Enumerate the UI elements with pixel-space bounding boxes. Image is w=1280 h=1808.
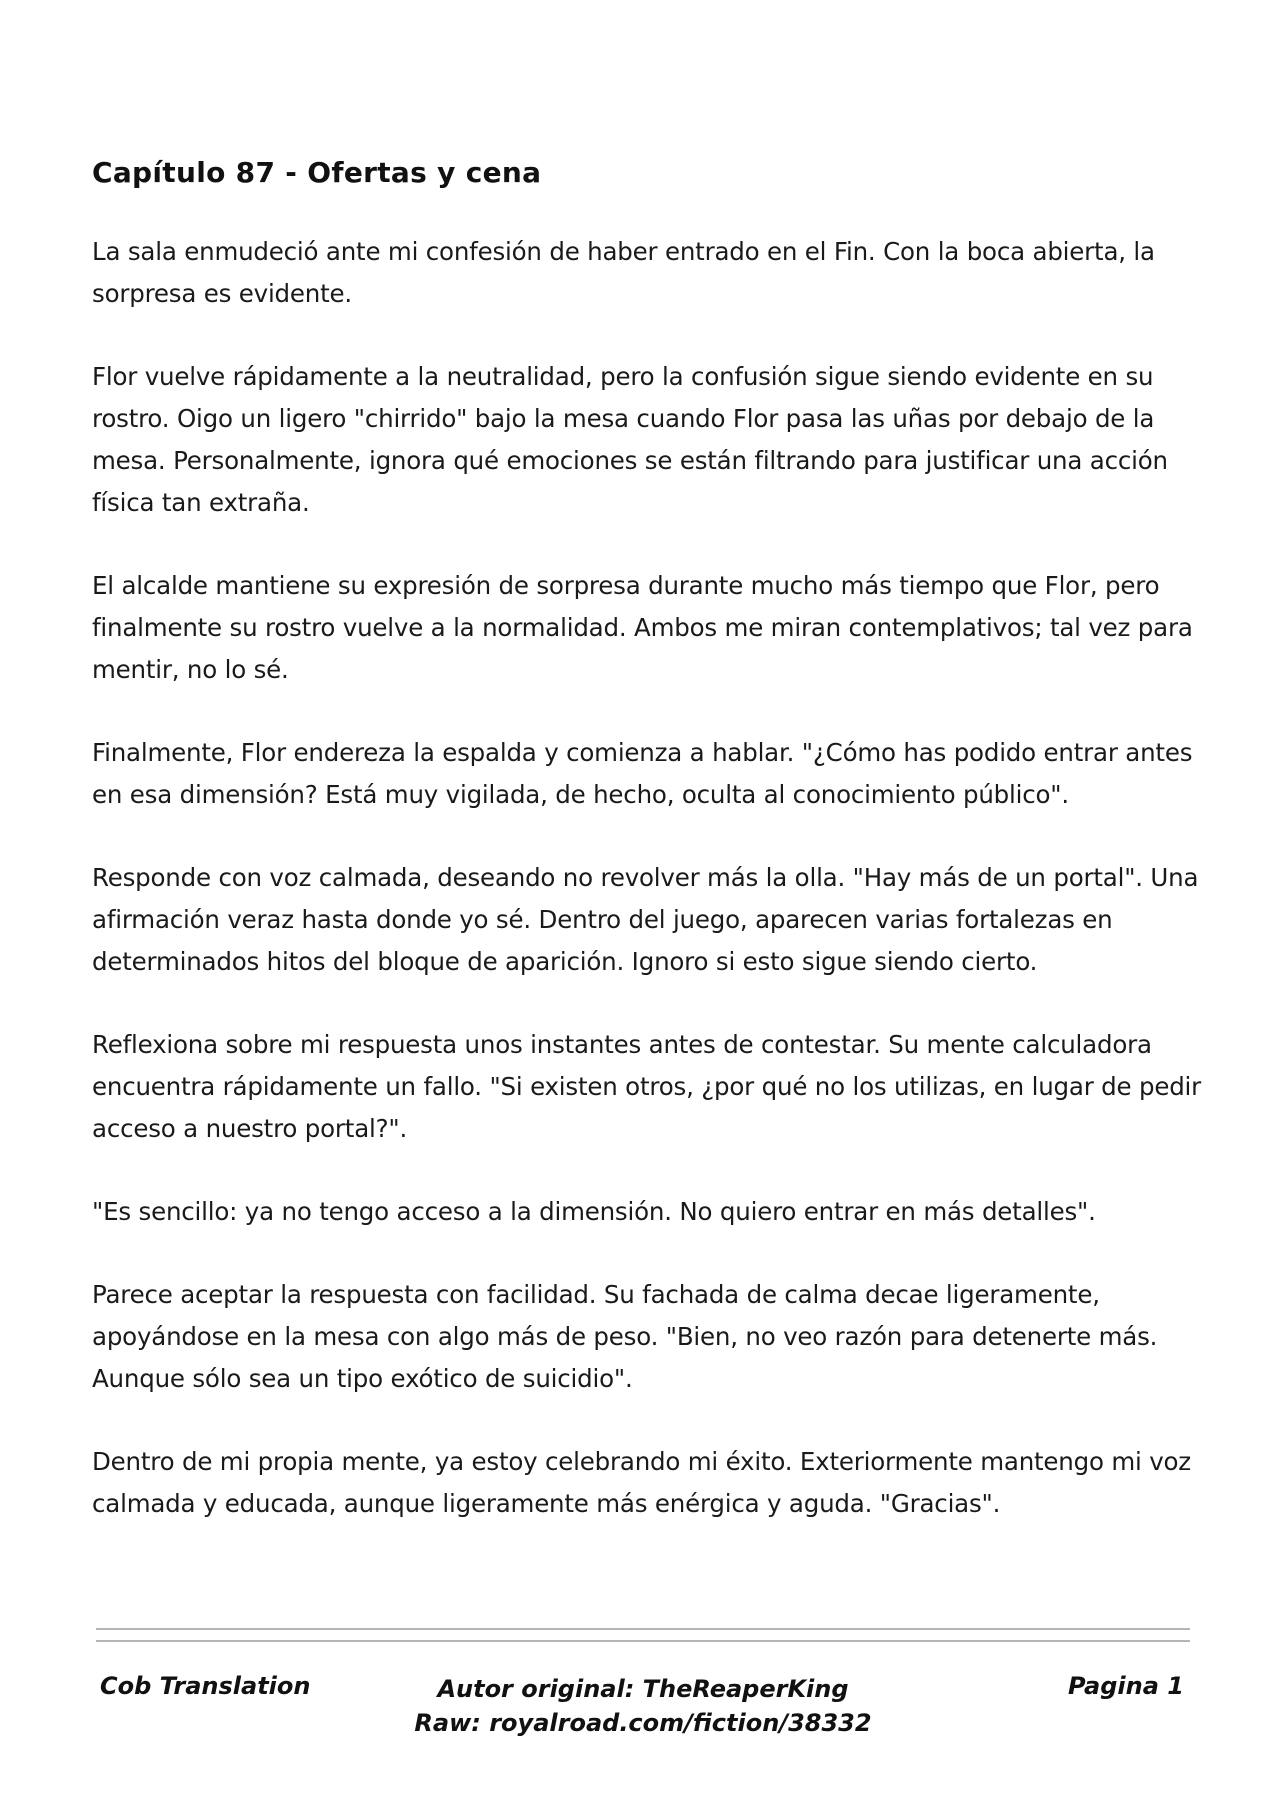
chapter-body — [92, 231, 1202, 1525]
footer-divider — [96, 1628, 1190, 1630]
paragraph: La sala enmudeció ante mi confesión de haber entrado en el Fin. Con la boca abierta, la sorpresa es evidente. — [92, 237, 1155, 308]
paragraph: Reflexiona sobre mi respuesta unos instantes antes de contestar. Su mente calculadora encuentra rápidamente un fallo. "Si existen otros, ¿por qué no los utilizas, en lugar de pedir acceso a nuestro portal?". — [92, 1030, 1202, 1143]
footer-source: Raw: royalroad.com/fiction/38332 — [414, 1709, 872, 1737]
paragraph: El alcalde mantiene su expresión de sorpresa durante mucho más tiempo que Flor, pero finalmente su rostro vuelve a la normalidad. Ambos me miran contemplativos; tal vez para mentir, no lo sé. — [92, 571, 1193, 684]
paragraph: Parece aceptar la respuesta con facilidad. Su fachada de calma decae ligeramente, apoyándose en la mesa con algo más de peso. "Bien, no veo razón para detenerte más. Aunque sólo sea un tipo exótico de suicidio". — [92, 1280, 1158, 1393]
footer-page-number: Pagina 1 — [1068, 1672, 1184, 1700]
footer-author: Autor original: TheReaperKing — [437, 1675, 849, 1703]
paragraph: "Es sencillo: ya no tengo acceso a la dimensión. No quiero entrar en más detalles". — [92, 1197, 1096, 1226]
page-footer — [96, 1672, 1190, 1752]
page-content — [92, 156, 1202, 1566]
footer-divider — [96, 1640, 1190, 1642]
chapter-title: Capítulo 87 - Ofertas y cena — [92, 156, 542, 189]
footer-translator: Cob Translation — [100, 1672, 311, 1700]
paragraph: Dentro de mi propia mente, ya estoy celebrando mi éxito. Exteriormente mantengo mi voz calmada y educada, aunque ligeramente más enérgica y aguda. "Gracias". — [92, 1447, 1191, 1518]
paragraph: Flor vuelve rápidamente a la neutralidad, pero la confusión sigue siendo evidente en su rostro. Oigo un ligero "chirrido" bajo la mesa cuando Flor pasa las uñas por debajo de la mesa. Personalmente, ignora qué emociones se están filtrando para justificar una acción física tan extraña. — [92, 362, 1168, 517]
paragraph: Finalmente, Flor endereza la espalda y comienza a hablar. "¿Cómo has podido entrar antes en esa dimensión? Está muy vigilada, de hecho, oculta al conocimiento público". — [92, 738, 1193, 809]
footer-credits — [96, 1672, 1190, 1740]
paragraph: Responde con voz calmada, deseando no revolver más la olla. "Hay más de un portal". Una afirmación veraz hasta donde yo sé. Dentro del juego, aparecen varias fortalezas en determinados hitos del bloque de aparición. Ignoro si esto sigue siendo cierto. — [92, 863, 1199, 976]
